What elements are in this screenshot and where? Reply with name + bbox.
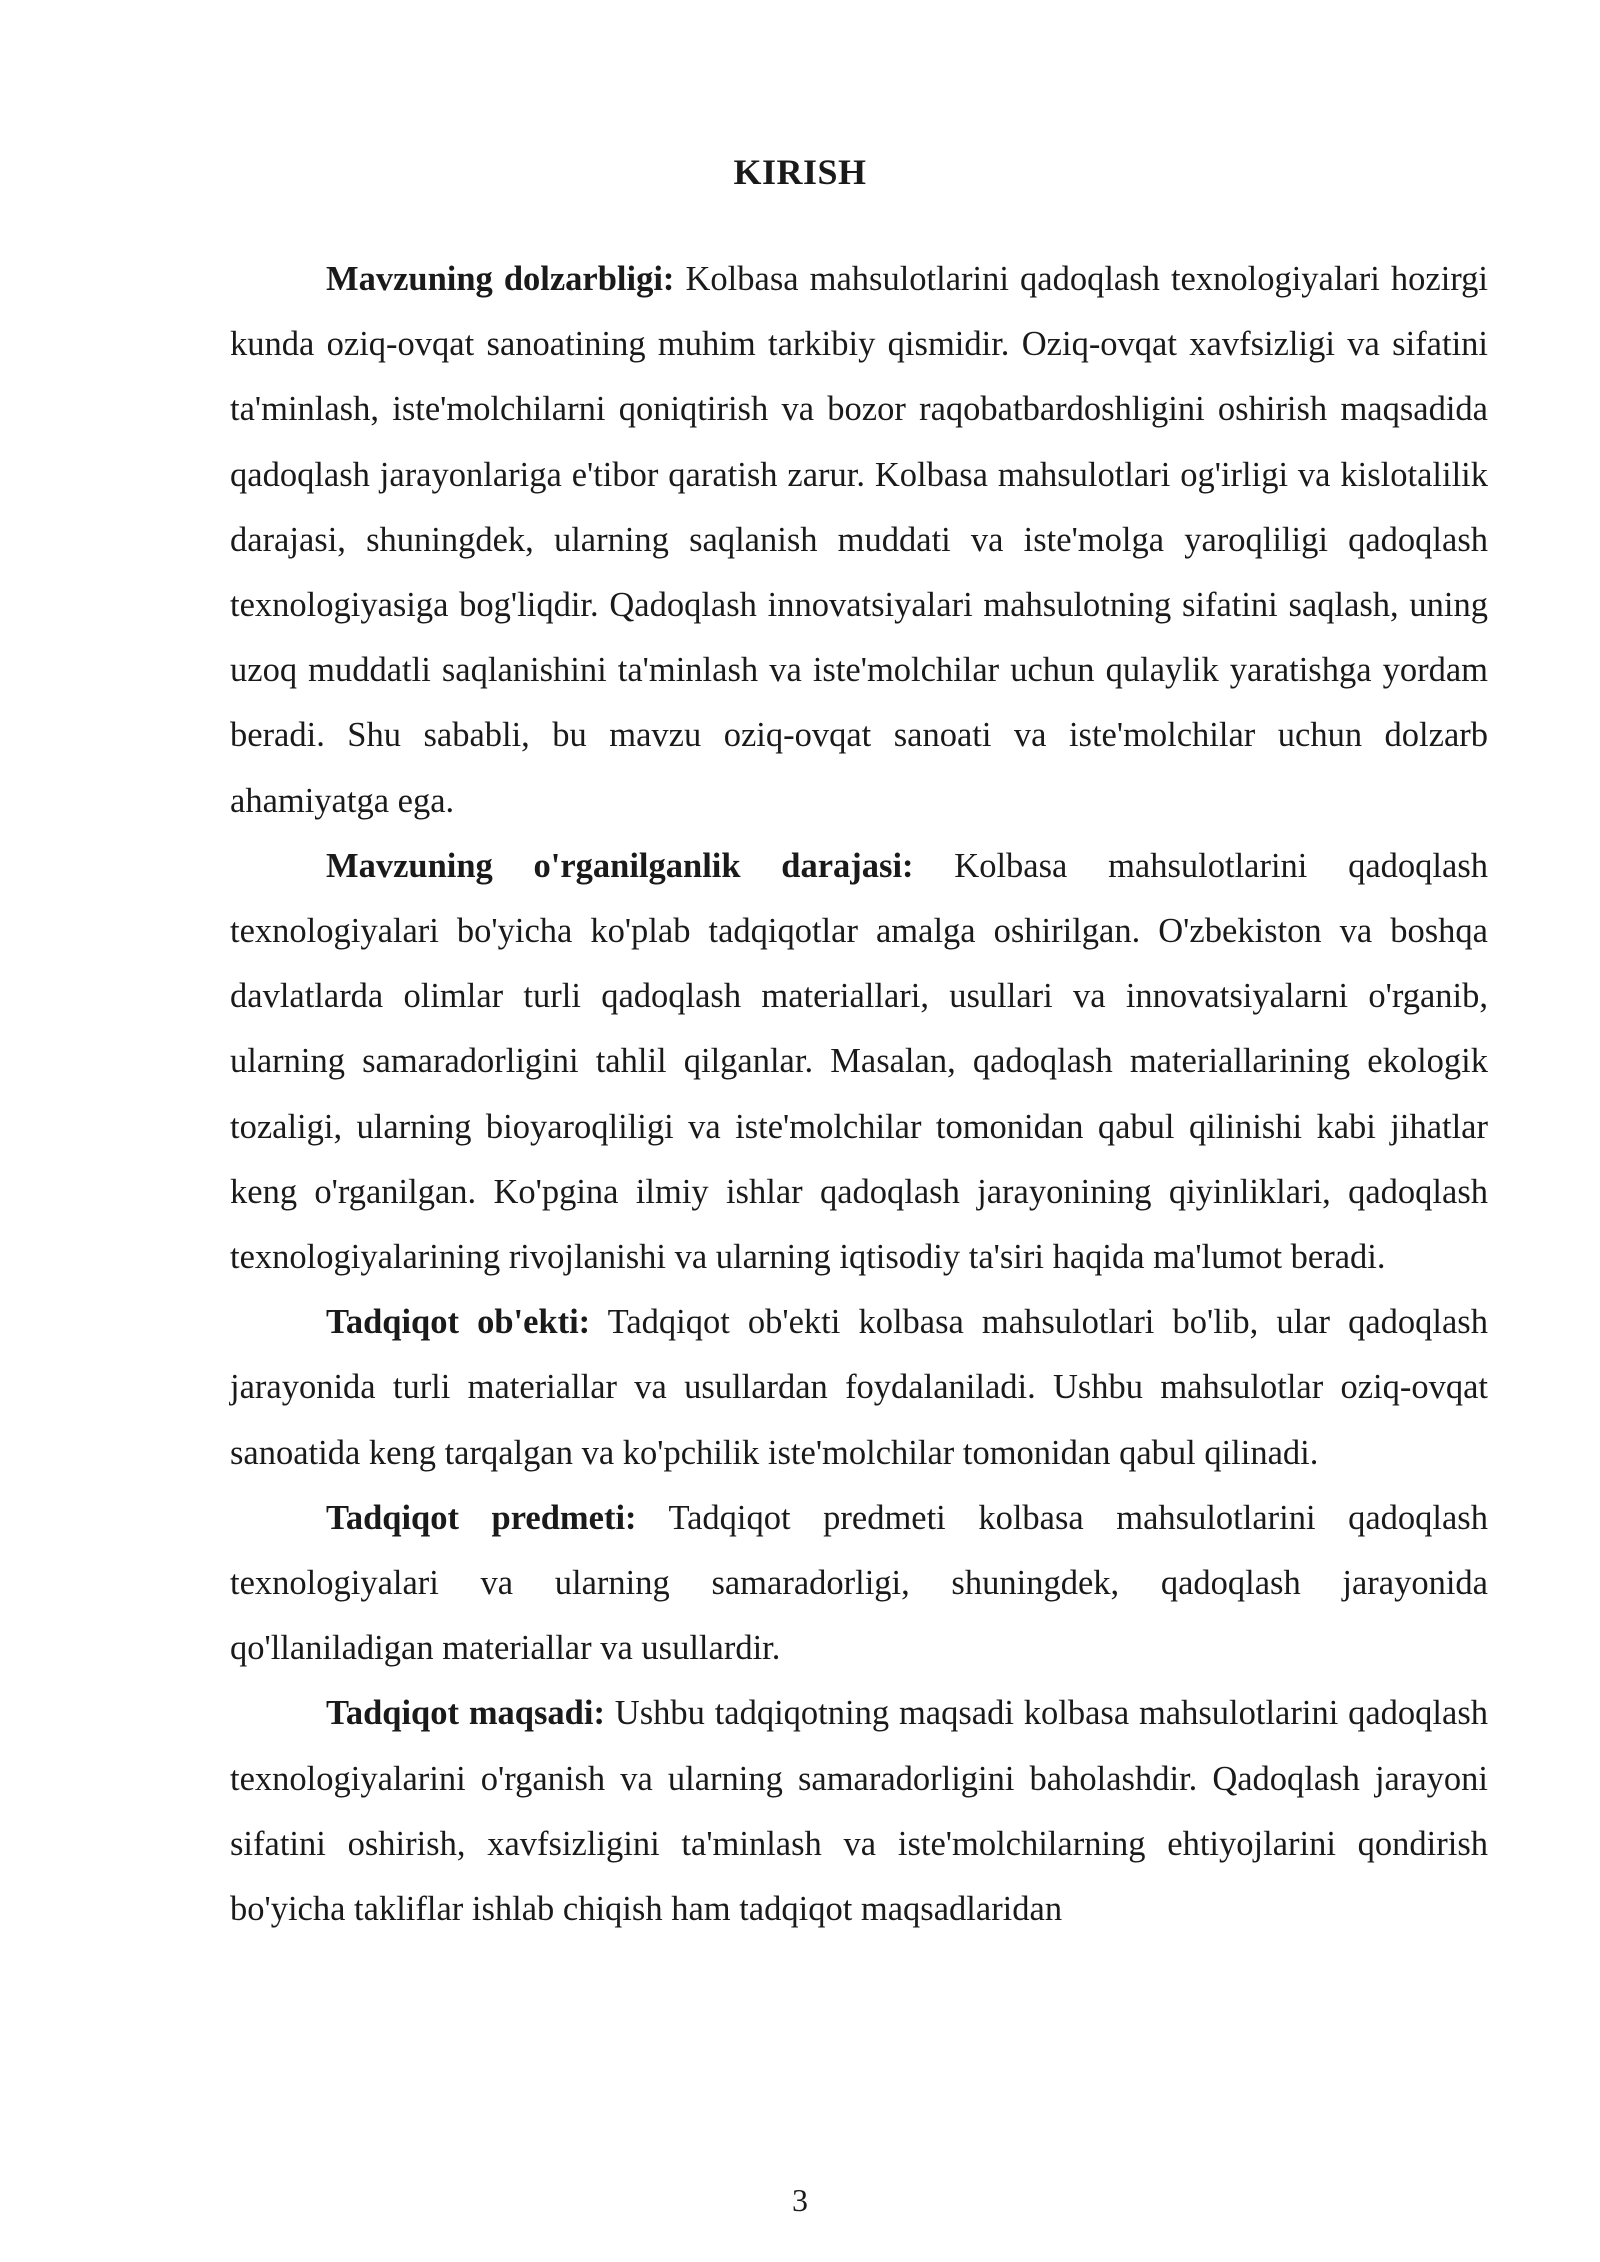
paragraph-text: Tadqiqot predmeti kolbasa mahsulotlarini qadoqlash texnologiyalari va ularning samaradorligi, shuningdek, qadoqlash jarayonida qo'llaniladigan materiallar va usullardir.	[230, 1498, 1488, 1668]
paragraph-text: Kolbasa mahsulotlarini qadoqlash texnologiyalari hozirgi kunda oziq-ovqat sanoatining muhim tarkibiy qismidir. Oziq-ovqat xavfsizligi va sifatini ta'minlash, iste'molchilarni qoniqtirish va bozor raqobatbardoshligini oshirish maqsadida qadoqlash jarayonlariga e'tibor qaratish zarur. Kolbasa mahsulotlari og'irligi va kislotalilik darajasi, shuningdek, ularning saqlanish muddati va iste'molga yaroqliligi qadoqlash texnologiyasiga bog'liqdir. Qadoqlash innovatsiyalari mahsulotning sifatini saqlash, uning uzoq muddatli saqlanishini ta'minlash va iste'molchilar uchun qulaylik yaratishga yordam beradi. Shu sababli, bu mavzu oziq-ovqat sanoati va iste'molchilar uchun dolzarb ahamiyatga ega.	[230, 260, 1488, 820]
paragraph-text: Ushbu tadqiqotning maqsadi kolbasa mahsulotlarini qadoqlash texnologiyalarini o'rganish va ularning samaradorligini baholashdir. Qadoqlash jarayoni sifatini oshirish, xavfsizligini ta'minlash va iste'molchilarning ehtiyojlarini qondirish bo'yicha takliflar ishlab chiqish ham tadqiqot maqsadlaridan	[230, 1694, 1489, 1929]
paragraph-heading: Tadqiqot ob'ekti:	[326, 1303, 591, 1342]
paragraph-research-object	[230, 1290, 1488, 1486]
paragraph-heading: Tadqiqot maqsadi:	[326, 1694, 605, 1733]
paragraph-text: Tadqiqot ob'ekti kolbasa mahsulotlari bo'lib, ular qadoqlash jarayonida turli materiallar va usullardan foydalaniladi. Ushbu mahsulotlar oziq-ovqat sanoatida keng tarqalgan va ko'pchilik iste'molchilar tomonidan qabul qilinadi.	[230, 1303, 1488, 1472]
page-number: 3	[792, 2182, 808, 2218]
paragraph-relevance	[230, 247, 1488, 834]
body-text	[230, 247, 1488, 1942]
paragraph-heading: Mavzuning o'rganilganlik darajasi:	[326, 846, 914, 885]
paragraph-text: Kolbasa mahsulotlarini qadoqlash texnologiyalari bo'yicha ko'plab tadqiqotlar amalga oshirilgan. O'zbekiston va boshqa davlatlarda olimlar turli qadoqlash materiallari, usullari va innovatsiyalarni o'rganib, ularning samaradorligini tahlil qilganlar. Masalan, qadoqlash materiallarining ekologik tozaligi, ularning bioyaroqliligi va iste'molchilar tomonidan qabul qilinishi kabi jihatlar keng o'rganilgan. Ko'pgina ilmiy ishlar qadoqlash jarayonining qiyinliklari, qadoqlash texnologiyalarining rivojlanishi va ularning iqtisodiy ta'siri haqida ma'lumot beradi.	[230, 846, 1488, 1277]
paragraph-research-goal	[230, 1681, 1488, 1942]
page-title: KIRISH	[733, 152, 867, 192]
paragraph-research-subject	[230, 1486, 1488, 1682]
paragraph-heading: Tadqiqot predmeti:	[326, 1498, 637, 1537]
paragraph-study-level	[230, 834, 1488, 1290]
paragraph-heading: Mavzuning dolzarbligi:	[326, 260, 675, 298]
